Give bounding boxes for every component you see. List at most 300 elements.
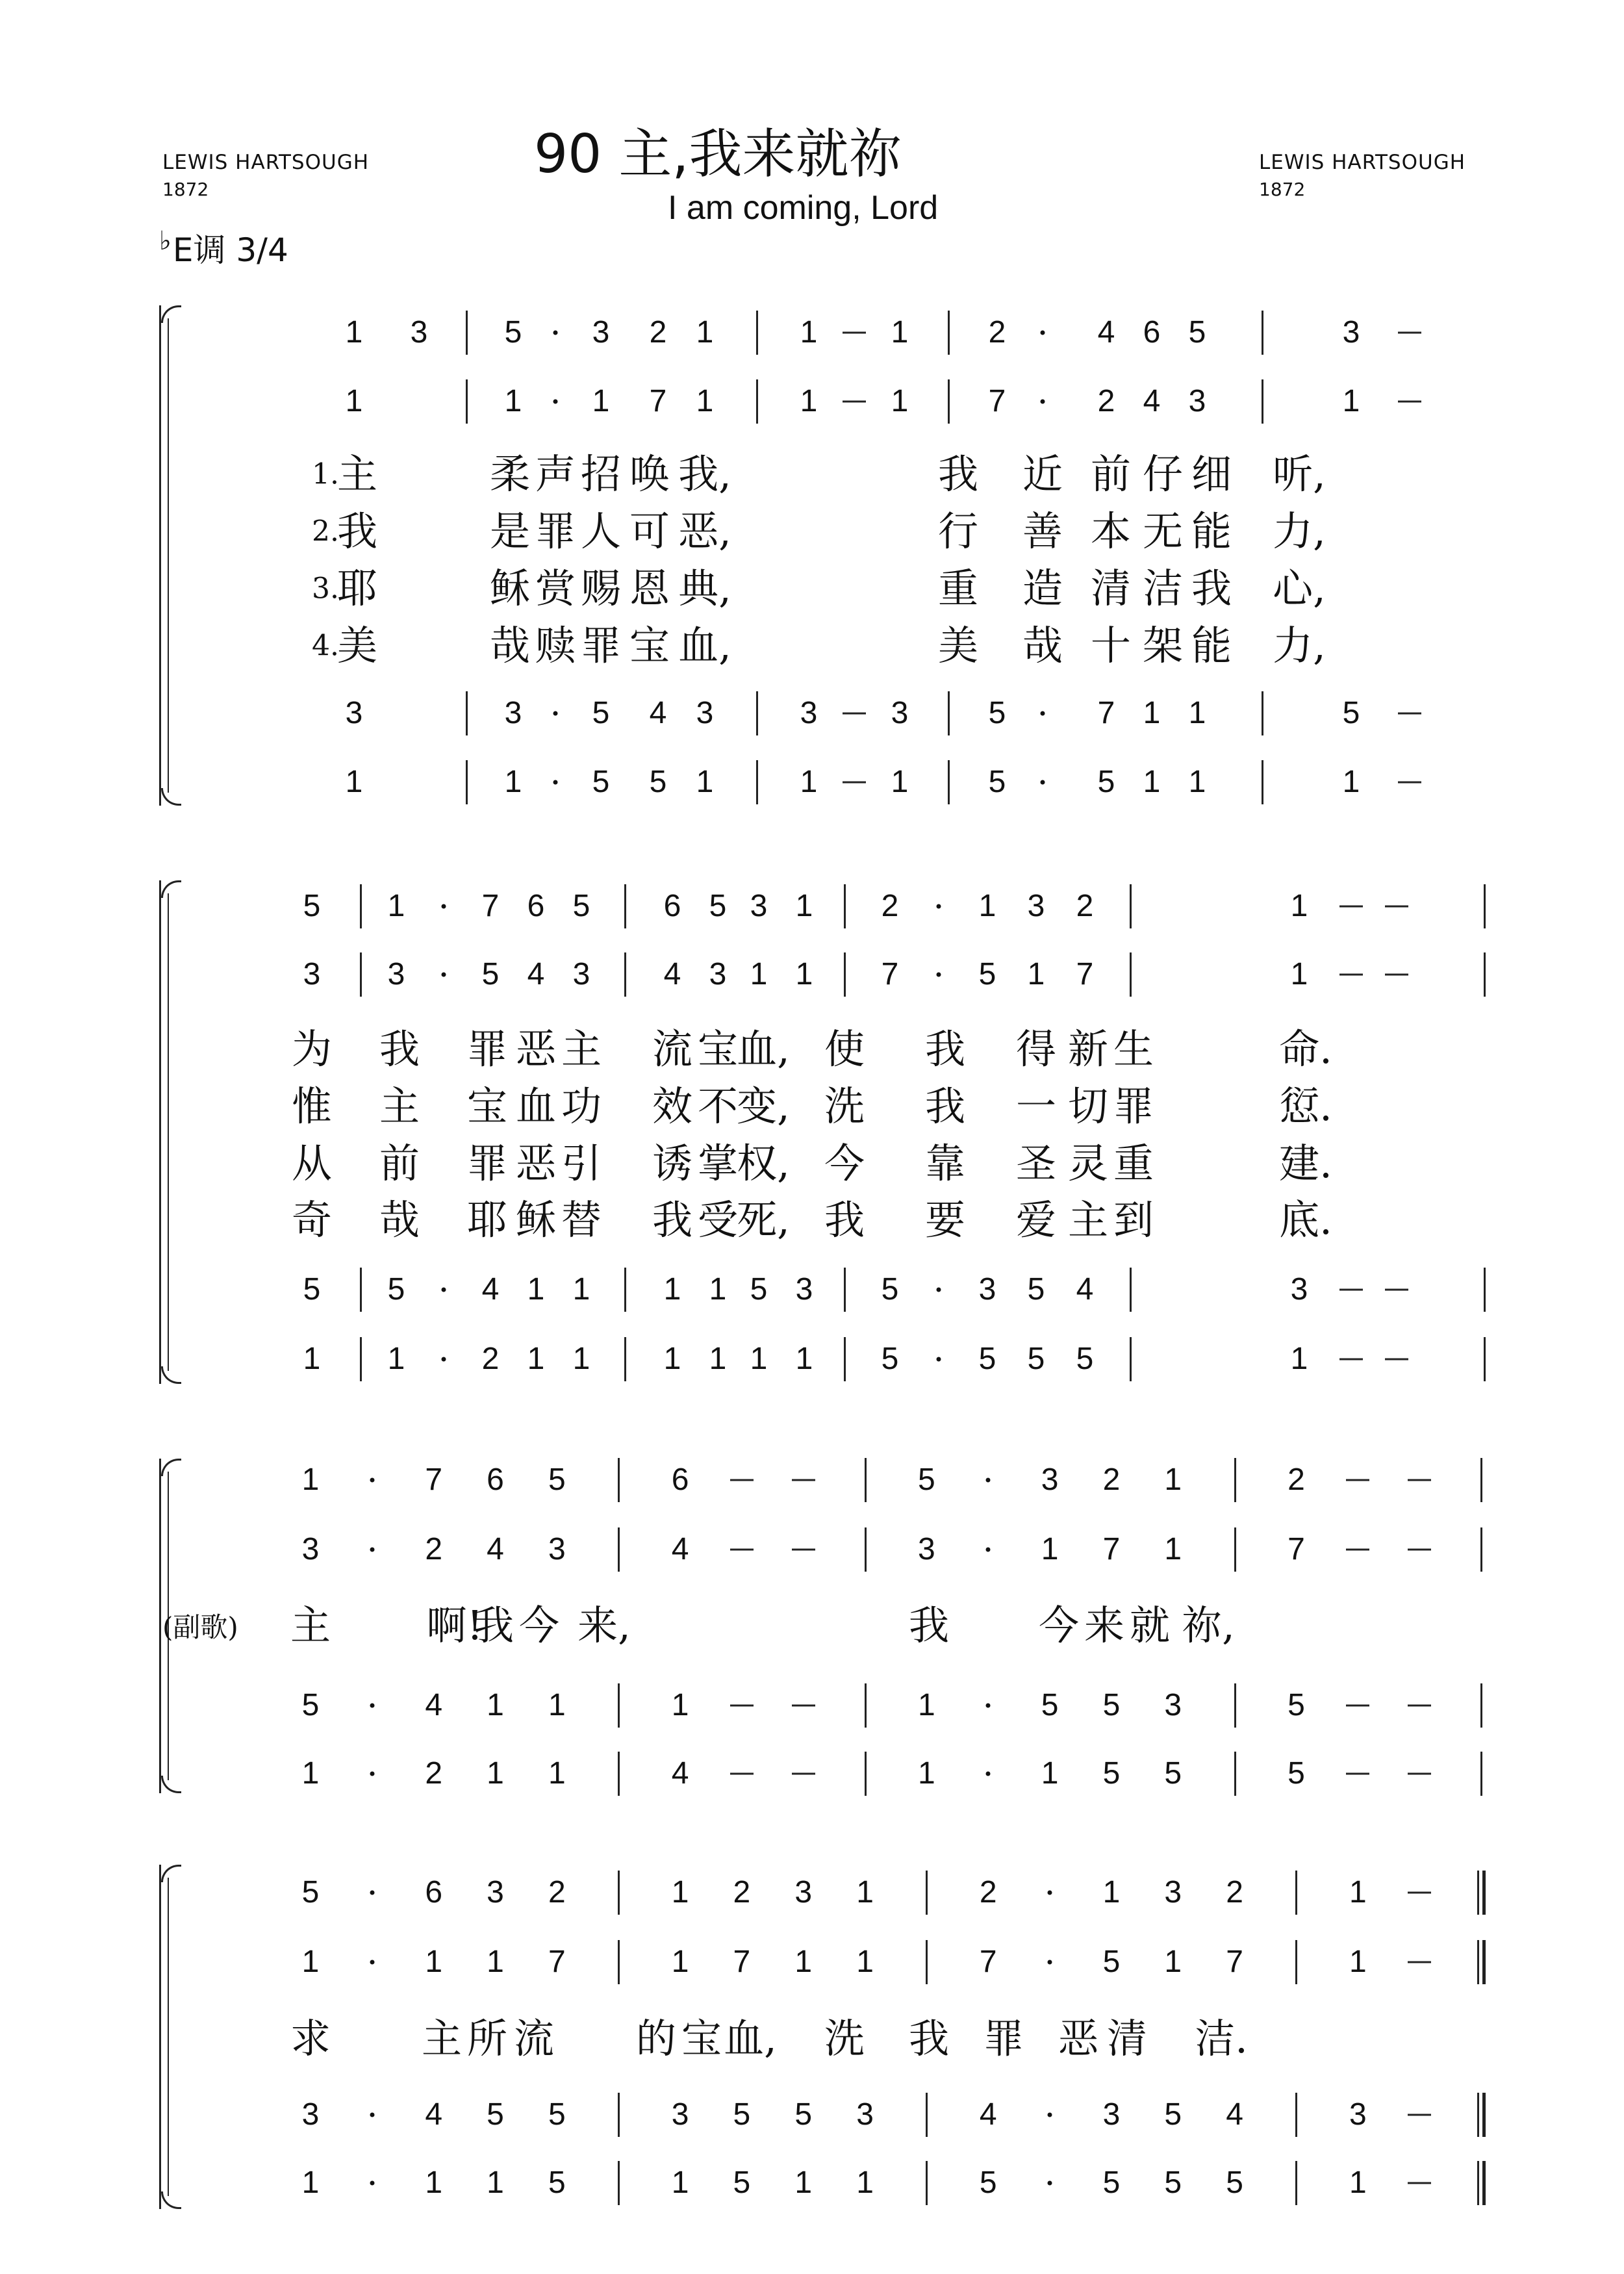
note: 1 — [800, 765, 818, 799]
note: 1 — [671, 1688, 689, 1722]
lyric-syllable: 血, — [724, 2015, 777, 2062]
note: 5 — [1164, 2165, 1182, 2200]
lyric-syllable: 恶 — [515, 1025, 557, 1073]
note: 3 — [794, 1875, 813, 1910]
note: 1 — [301, 1945, 320, 1979]
right-composer: LEWIS HARTSOUGH — [1259, 151, 1466, 174]
note: 1 — [1349, 1875, 1367, 1910]
lyric-syllable: 恶, — [678, 507, 731, 555]
note: 4 — [649, 696, 667, 730]
rhythm-dot — [553, 331, 558, 335]
lyric-syllable: 清 — [1090, 565, 1132, 612]
note: 3 — [301, 2097, 320, 2132]
rhythm-dot — [937, 973, 941, 977]
lyric-syllable: 我 — [1191, 565, 1232, 612]
rhythm-dot — [937, 1357, 941, 1362]
note: 1 — [1342, 384, 1360, 418]
lyric-syllable: 洗 — [824, 1082, 865, 1130]
final-barline-thin — [1477, 2093, 1479, 2137]
note: 1 — [425, 2165, 443, 2200]
hold-dash — [1346, 1479, 1369, 1481]
note: 1 — [1143, 696, 1161, 730]
note: 1 — [709, 1272, 727, 1307]
note: 2 — [988, 315, 1006, 350]
note: 5 — [1102, 1688, 1121, 1722]
barline — [360, 1337, 362, 1381]
note: 3 — [548, 1532, 566, 1566]
note: 5 — [794, 2097, 813, 2132]
lyric-syllable: 愆. — [1279, 1082, 1332, 1130]
lyric-syllable: 效 — [652, 1082, 693, 1130]
barline — [926, 1940, 928, 1984]
hold-dash — [1408, 1961, 1431, 1963]
note: 7 — [1288, 1532, 1305, 1566]
final-barline-thin — [1477, 1940, 1479, 1984]
lyric-syllable: 底. — [1279, 1196, 1332, 1244]
note: 1 — [696, 384, 714, 418]
note: 4 — [979, 2097, 997, 2132]
barline — [1295, 1871, 1297, 1915]
lyric-syllable: 稣 — [515, 1196, 557, 1244]
note: 6 — [1143, 315, 1161, 350]
note: 5 — [988, 696, 1006, 730]
song-title: 90 主,我来就祢 — [534, 123, 902, 185]
barline — [624, 1268, 626, 1312]
note: 2 — [1097, 384, 1115, 418]
rhythm-dot — [1041, 780, 1045, 785]
note: 3 — [978, 1272, 996, 1307]
lyric-syllable: 主 — [1067, 1196, 1109, 1244]
note: 1 — [527, 1272, 545, 1307]
lyric-syllable: 哉 — [379, 1196, 420, 1244]
barline — [1234, 1752, 1236, 1796]
note: 5 — [733, 2165, 751, 2200]
hold-dash — [1346, 1773, 1369, 1775]
final-barline-thick — [1482, 1940, 1486, 1984]
verse-number: 1. — [312, 457, 339, 491]
lyric-syllable: 来 — [1084, 1602, 1125, 1649]
final-barline-thick — [1482, 1871, 1486, 1915]
lyric-syllable: 切 — [1067, 1082, 1109, 1130]
lyric-syllable: 今 — [824, 1140, 865, 1187]
note: 3 — [891, 696, 909, 730]
note: 1 — [856, 1945, 874, 1979]
note: 5 — [487, 2097, 504, 2132]
note: 1 — [891, 315, 909, 350]
bracket-top-curve — [161, 1865, 181, 1882]
note: 3 — [387, 957, 405, 991]
bracket-bottom-curve — [161, 788, 181, 806]
note: 1 — [795, 889, 813, 923]
hold-dash — [1408, 2182, 1431, 2184]
barline — [948, 691, 950, 735]
note: 5 — [548, 2165, 566, 2200]
lyric-syllable: 啊! — [426, 1602, 483, 1649]
note: 4 — [425, 1688, 443, 1722]
note: 3 — [671, 2097, 689, 2132]
lyric-syllable: 十 — [1090, 622, 1132, 669]
lyric-syllable: 典, — [678, 565, 731, 612]
hold-dash — [1385, 1359, 1408, 1361]
barline — [360, 1268, 362, 1312]
lyric-syllable: 宝 — [681, 2015, 722, 2062]
note: 3 — [856, 2097, 874, 2132]
lyric-syllable: 来, — [577, 1602, 631, 1649]
verse-number: 2. — [312, 515, 339, 548]
hold-dash — [1408, 1773, 1431, 1775]
hold-dash — [1408, 1892, 1431, 1894]
note: 1 — [671, 2165, 689, 2200]
note: 1 — [663, 1272, 681, 1307]
note: 5 — [301, 1875, 320, 1910]
lyric-syllable: 清 — [1106, 2015, 1148, 2062]
note: 1 — [1290, 1342, 1308, 1376]
note: 4 — [1226, 2097, 1243, 2132]
song-subtitle: I am coming, Lord — [668, 189, 939, 227]
note: 5 — [1164, 2097, 1182, 2132]
lyric-syllable: 的 — [635, 2015, 677, 2062]
note: 1 — [671, 1945, 689, 1979]
final-barline-thin — [1477, 2161, 1479, 2205]
barline — [1480, 1527, 1482, 1572]
note: 6 — [527, 889, 545, 923]
note: 2 — [1288, 1463, 1305, 1497]
note: 1 — [548, 1688, 566, 1722]
note: 3 — [1027, 889, 1045, 923]
lyric-syllable: 我 — [924, 1025, 966, 1073]
lyric-syllable: 能 — [1191, 622, 1232, 669]
note: 5 — [979, 2165, 997, 2200]
barline — [1262, 691, 1263, 735]
note: 1 — [1164, 1532, 1182, 1566]
note: 4 — [671, 1756, 689, 1791]
note: 5 — [548, 1463, 566, 1497]
note: 1 — [301, 2165, 320, 2200]
lyric-syllable: 心, — [1273, 565, 1326, 612]
note: 1 — [795, 957, 813, 991]
note: 6 — [425, 1875, 443, 1910]
barline — [1130, 1337, 1132, 1381]
note: 5 — [978, 957, 996, 991]
hold-dash — [1408, 1479, 1431, 1481]
barline — [618, 1871, 620, 1915]
note: 3 — [1102, 2097, 1121, 2132]
note: 5 — [988, 765, 1006, 799]
note: 1 — [891, 384, 909, 418]
lyric-syllable: 主 — [421, 2015, 463, 2062]
note: 5 — [649, 765, 667, 799]
key-signature — [159, 224, 288, 271]
lyric-syllable: 替 — [561, 1196, 602, 1244]
lyric-syllable: 我 — [824, 1196, 865, 1244]
note: 5 — [303, 1272, 321, 1307]
rhythm-dot — [937, 904, 941, 909]
note: 3 — [504, 696, 522, 730]
note: 1 — [487, 1688, 504, 1722]
note: 1 — [696, 765, 714, 799]
hold-dash — [730, 1705, 754, 1707]
lyric-syllable: 掌 — [697, 1140, 739, 1187]
final-barline-thick — [1482, 2093, 1486, 2137]
lyric-syllable: 就 — [1129, 1602, 1171, 1649]
note: 1 — [794, 1945, 813, 1979]
note: 6 — [663, 889, 681, 923]
lyric-syllable: 是 — [489, 507, 531, 555]
barline — [1130, 884, 1132, 928]
hold-dash — [792, 1705, 815, 1707]
lyric-syllable: 恩 — [629, 565, 670, 612]
note: 5 — [1102, 1945, 1121, 1979]
barline — [1130, 952, 1132, 997]
rhythm-dot — [442, 973, 446, 977]
barline — [624, 1337, 626, 1381]
note: 5 — [881, 1272, 899, 1307]
lyric-syllable: 受 — [697, 1196, 739, 1244]
lyric-syllable: 架 — [1142, 622, 1184, 669]
verse-number: 4. — [312, 629, 339, 663]
bracket-bottom-curve — [161, 2191, 181, 2209]
note: 1 — [750, 1342, 768, 1376]
lyric-syllable: 建. — [1279, 1140, 1332, 1187]
lyric-syllable: 能 — [1191, 507, 1232, 555]
rhythm-dot — [1041, 331, 1045, 335]
note: 5 — [481, 957, 500, 991]
note: 1 — [572, 1272, 590, 1307]
lyric-syllable: 唤 — [629, 450, 670, 498]
lyric-syllable: 重 — [1113, 1140, 1154, 1187]
note: 3 — [696, 696, 714, 730]
hold-dash — [843, 332, 866, 334]
lyric-syllable: 罪 — [466, 1025, 508, 1073]
note: 1 — [1188, 765, 1206, 799]
note: 5 — [881, 1342, 899, 1376]
right-year: 1872 — [1259, 179, 1306, 200]
note: 2 — [481, 1342, 500, 1376]
hold-dash — [1408, 1705, 1431, 1707]
note: 1 — [487, 1945, 504, 1979]
note: 1 — [671, 1875, 689, 1910]
lyric-syllable: 恶 — [515, 1140, 557, 1187]
rhythm-dot — [370, 2113, 374, 2117]
barline — [618, 1683, 620, 1728]
lyric-syllable: 为 — [291, 1025, 333, 1073]
lyric-syllable: 命. — [1279, 1025, 1332, 1073]
note: 7 — [481, 889, 500, 923]
note: 1 — [918, 1756, 935, 1791]
flat-icon: ♭ — [159, 226, 171, 256]
lyric-syllable: 前 — [379, 1140, 420, 1187]
hold-dash — [843, 713, 866, 715]
lyric-syllable: 我 — [937, 450, 979, 498]
barline — [1484, 952, 1486, 997]
bracket-inner-line — [168, 893, 169, 1371]
bracket-top-curve — [161, 1459, 181, 1476]
barline — [618, 1527, 620, 1572]
barline — [1295, 2161, 1297, 2205]
note: 7 — [1226, 1945, 1243, 1979]
note: 5 — [1076, 1342, 1094, 1376]
note: 6 — [671, 1463, 689, 1497]
note: 3 — [1164, 1688, 1182, 1722]
note: 2 — [425, 1756, 443, 1791]
note: 5 — [572, 889, 590, 923]
note: 3 — [918, 1532, 935, 1566]
note: 1 — [1041, 1532, 1059, 1566]
system-bracket — [159, 880, 187, 1384]
note: 5 — [709, 889, 727, 923]
lyric-syllable: 诱 — [652, 1140, 693, 1187]
note: 1 — [487, 2165, 504, 2200]
note: 1 — [1188, 696, 1206, 730]
lyric-syllable: 本 — [1090, 507, 1132, 555]
lyric-syllable: 使 — [824, 1025, 865, 1073]
lyric-syllable: 力, — [1273, 622, 1326, 669]
lyric-syllable: 行 — [937, 507, 979, 555]
hold-dash — [1398, 332, 1421, 334]
note: 2 — [733, 1875, 751, 1910]
final-barline-thick — [1482, 2161, 1486, 2205]
lyric-syllable: 惟 — [291, 1082, 333, 1130]
note: 1 — [592, 384, 610, 418]
note: 1 — [794, 2165, 813, 2200]
rhythm-dot — [370, 2181, 374, 2186]
barline — [948, 311, 950, 355]
rhythm-dot — [1041, 400, 1045, 404]
note: 1 — [548, 1756, 566, 1791]
note: 5 — [918, 1463, 935, 1497]
note: 2 — [1102, 1463, 1121, 1497]
lyric-syllable: 罪 — [535, 507, 576, 555]
lyric-syllable: 主 — [290, 1602, 331, 1649]
lyric-syllable: 哉 — [1022, 622, 1063, 669]
left-composer: LEWIS HARTSOUGH — [162, 151, 370, 174]
lyric-syllable: 生 — [1113, 1025, 1154, 1073]
lyric-syllable: 今 — [518, 1602, 560, 1649]
note: 3 — [592, 315, 610, 350]
rhythm-dot — [370, 1704, 374, 1708]
note: 5 — [1188, 315, 1206, 350]
lyric-syllable: 声 — [535, 450, 576, 498]
lyric-syllable: 我 — [379, 1025, 420, 1073]
lyric-syllable: 罪 — [1113, 1082, 1154, 1130]
rhythm-dot — [986, 1772, 991, 1776]
verse-number: 3. — [312, 572, 339, 606]
left-year: 1872 — [162, 179, 209, 200]
note: 3 — [1188, 384, 1206, 418]
barline — [844, 1337, 846, 1381]
lyric-syllable: 我 — [473, 1602, 514, 1649]
barline — [360, 952, 362, 997]
note: 1 — [345, 315, 363, 350]
rhythm-dot — [937, 1288, 941, 1292]
lyric-syllable: 洗 — [824, 2015, 865, 2062]
barline — [1480, 1752, 1482, 1796]
note: 3 — [487, 1875, 504, 1910]
note: 1 — [663, 1342, 681, 1376]
note: 1 — [891, 765, 909, 799]
lyric-syllable: 新 — [1067, 1025, 1109, 1073]
lyric-syllable: 赏 — [535, 565, 576, 612]
barline — [1295, 1940, 1297, 1984]
lyric-syllable: 善 — [1022, 507, 1063, 555]
lyric-syllable: 赎 — [535, 622, 576, 669]
hold-dash — [1385, 1289, 1408, 1291]
note: 1 — [800, 384, 818, 418]
note: 1 — [1164, 1463, 1182, 1497]
note: 1 — [978, 889, 996, 923]
note: 1 — [856, 2165, 874, 2200]
rhythm-dot — [442, 1357, 446, 1362]
note: 3 — [303, 957, 321, 991]
barline — [1484, 1337, 1486, 1381]
barline — [1484, 1268, 1486, 1312]
lyric-syllable: 美 — [336, 622, 378, 669]
lyric-syllable: 我 — [908, 1602, 950, 1649]
note: 5 — [978, 1342, 996, 1376]
note: 4 — [487, 1532, 504, 1566]
bracket-bottom-curve — [161, 1366, 181, 1384]
lyric-syllable: 要 — [924, 1196, 966, 1244]
note: 5 — [504, 315, 522, 350]
rhythm-dot — [1048, 1891, 1052, 1895]
barline — [1130, 1268, 1132, 1312]
note: 3 — [1349, 2097, 1367, 2132]
rhythm-dot — [442, 904, 446, 909]
note: 3 — [709, 957, 727, 991]
barline — [865, 1683, 867, 1728]
lyric-syllable: 奇 — [291, 1196, 333, 1244]
lyric-syllable: 洁 — [1142, 565, 1184, 612]
lyric-syllable: 靠 — [924, 1140, 966, 1187]
note: 1 — [387, 1342, 405, 1376]
hold-dash — [1398, 401, 1421, 403]
hold-dash — [792, 1773, 815, 1775]
rhythm-dot — [1048, 2181, 1052, 2186]
system-bracket — [159, 1865, 187, 2209]
barline — [865, 1752, 867, 1796]
note: 4 — [671, 1532, 689, 1566]
note: 2 — [649, 315, 667, 350]
note: 5 — [301, 1688, 320, 1722]
rhythm-dot — [1048, 2113, 1052, 2117]
lyric-syllable: 宝 — [697, 1025, 739, 1073]
barline — [360, 884, 362, 928]
note: 1 — [856, 1875, 874, 1910]
barline — [865, 1458, 867, 1502]
rhythm-dot — [553, 711, 558, 716]
barline — [1262, 379, 1263, 424]
barline — [948, 760, 950, 804]
note: 1 — [345, 765, 363, 799]
note: 1 — [301, 1463, 320, 1497]
note: 5 — [592, 765, 610, 799]
hold-dash — [730, 1549, 754, 1551]
barline — [624, 884, 626, 928]
note: 4 — [481, 1272, 500, 1307]
note: 5 — [1164, 1756, 1182, 1791]
note: 5 — [750, 1272, 768, 1307]
hold-dash — [1346, 1705, 1369, 1707]
note: 5 — [1342, 696, 1360, 730]
rhythm-dot — [442, 1288, 446, 1292]
barline — [618, 1752, 620, 1796]
note: 1 — [527, 1342, 545, 1376]
barline — [844, 952, 846, 997]
note: 1 — [504, 384, 522, 418]
barline — [466, 760, 468, 804]
note: 4 — [663, 957, 681, 991]
note: 7 — [988, 384, 1006, 418]
